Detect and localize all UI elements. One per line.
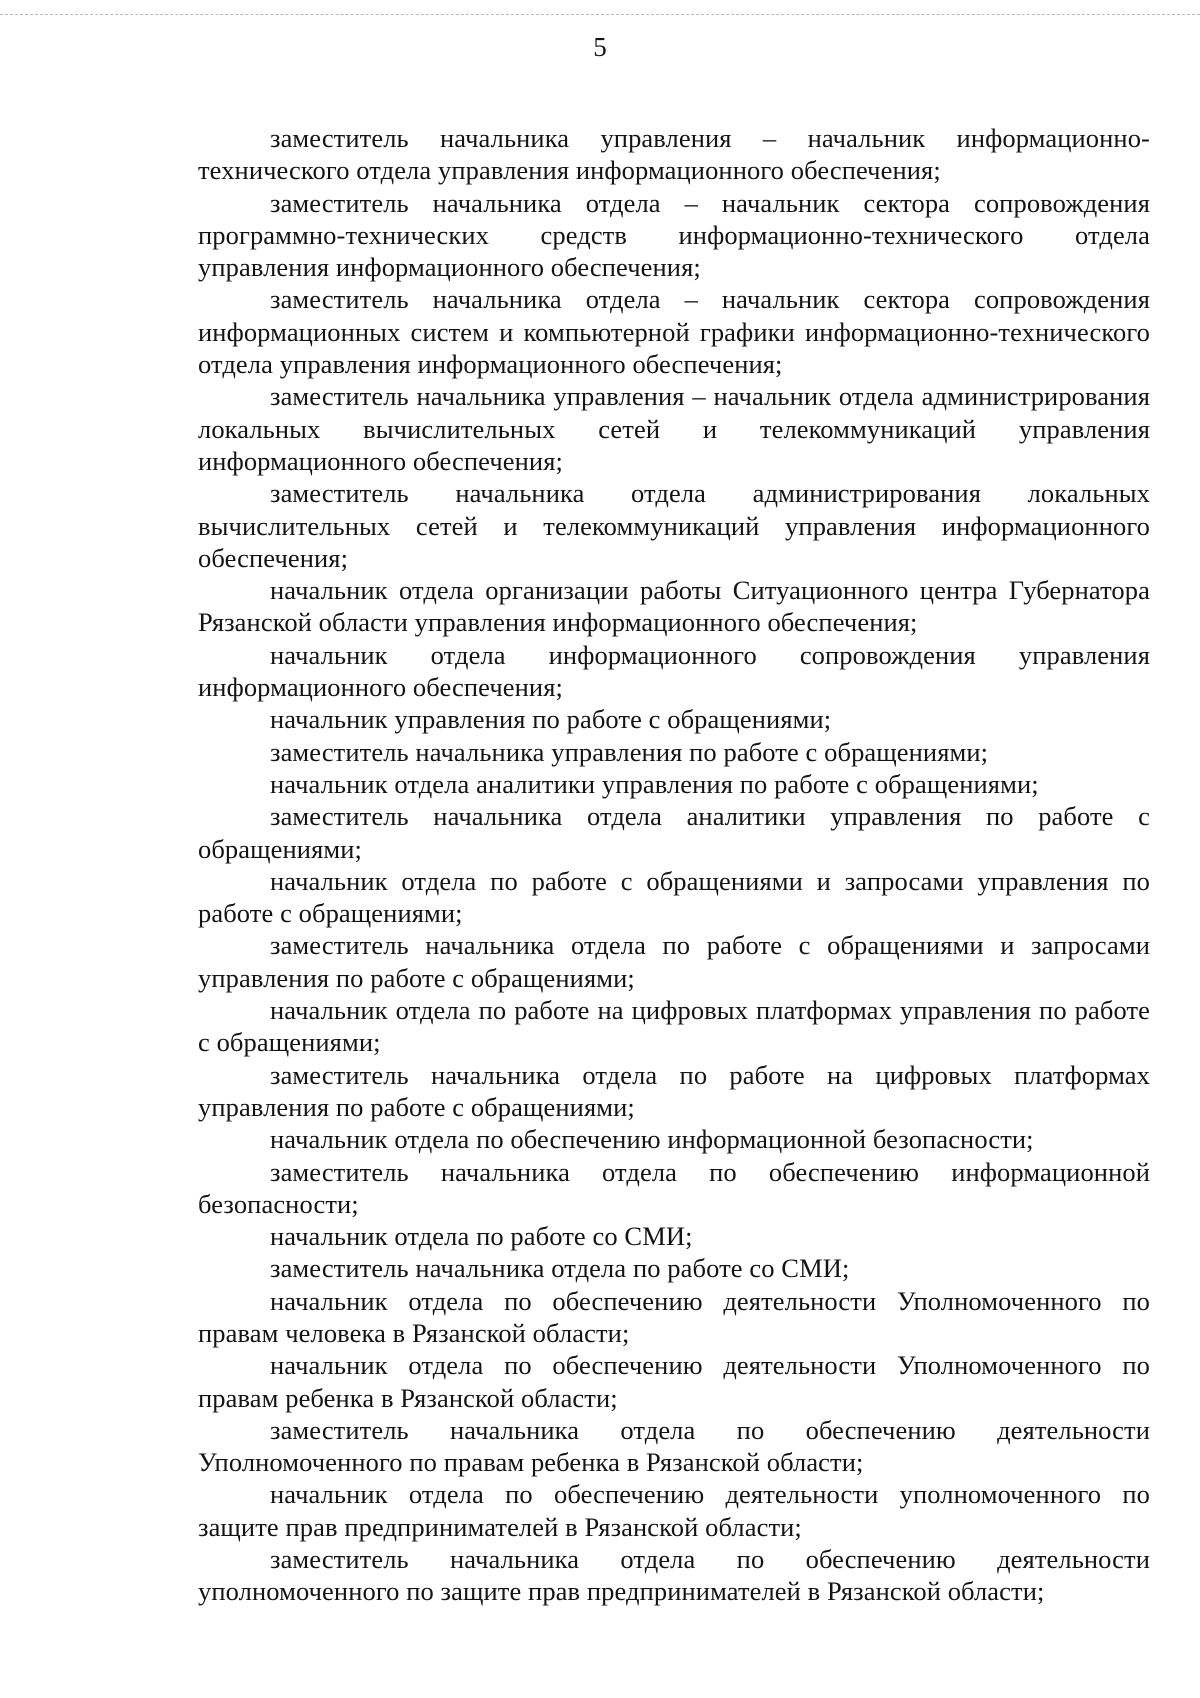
list-item: заместитель начальника управления по работе с обращениями; — [270, 736, 989, 767]
list-item: заместитель начальника отдела администрирования локальных вычислительных сетей и телекоммуникаций управления информационного обеспечения; — [198, 478, 1150, 573]
list-item: заместитель начальника отдела – начальник сектора сопровождения информационных систем и компьютерной графики информационно-технического отдела управления информационного обеспечения; — [198, 284, 1150, 380]
list-item: начальник отдела по работе на цифровых платформах управления по работе с обращениями; — [198, 995, 1150, 1058]
scan-top-edge — [0, 14, 1200, 15]
list-item: заместитель начальника отдела по работе со СМИ; — [270, 1253, 850, 1284]
list-item: заместитель начальника отдела по обеспечению деятельности уполномоченного по защите прав предпринимателей в Рязанской области; — [198, 1544, 1150, 1607]
list-item: заместитель начальника отдела аналитики управления по работе с обращениями; — [198, 801, 1150, 864]
list-item: заместитель начальника управления – начальник информационно-технического отдела управления информационного обеспечения; — [198, 123, 1150, 186]
list-item: начальник отдела по работе со СМИ; — [270, 1221, 693, 1252]
list-item: заместитель начальника отдела по работе на цифровых платформах управления по работе с обращениями; — [198, 1059, 1150, 1122]
list-item: начальник отдела организации работы Ситуационного центра Губернатора Рязанской области управления информационного обеспечения; — [198, 575, 1150, 638]
list-item: заместитель начальника управления – начальник отдела администрирования локальных вычислительных сетей и телекоммуникаций управления информационного обеспечения; — [198, 381, 1150, 476]
list-item: начальник отдела по работе с обращениями и запросами управления по работе с обращениями; — [198, 865, 1150, 929]
list-item: начальник отдела по обеспечению деятельности Уполномоченного по правам ребенка в Рязанской области; — [198, 1350, 1150, 1413]
list-item: начальник управления по работе с обращениями; — [270, 704, 832, 735]
document-body — [198, 122, 1150, 1608]
list-item: начальник отдела информационного сопровождения управления информационного обеспечения; — [198, 639, 1150, 703]
list-item: начальник отдела по обеспечению деятельности Уполномоченного по правам человека в Рязанской области; — [198, 1285, 1150, 1348]
list-item: заместитель начальника отдела – начальник сектора сопровождения программно-технических средств информационно-технического отдела управления информационного обеспечения; — [198, 187, 1150, 283]
list-item: заместитель начальника отдела по обеспечению деятельности Уполномоченного по правам ребенка в Рязанской области; — [198, 1414, 1150, 1478]
page-number: 5 — [593, 32, 607, 62]
list-item: начальник отдела по обеспечению информационной безопасности; — [270, 1124, 1034, 1155]
list-item: заместитель начальника отдела по работе с обращениями и запросами управления по работе с обращениями; — [198, 930, 1150, 993]
list-item: заместитель начальника отдела по обеспечению информационной безопасности; — [198, 1156, 1150, 1219]
list-item: начальник отдела по обеспечению деятельности уполномоченного по защите прав предпринимателей в Рязанской области; — [198, 1479, 1150, 1542]
list-item: начальник отдела аналитики управления по работе с обращениями; — [270, 768, 1039, 799]
